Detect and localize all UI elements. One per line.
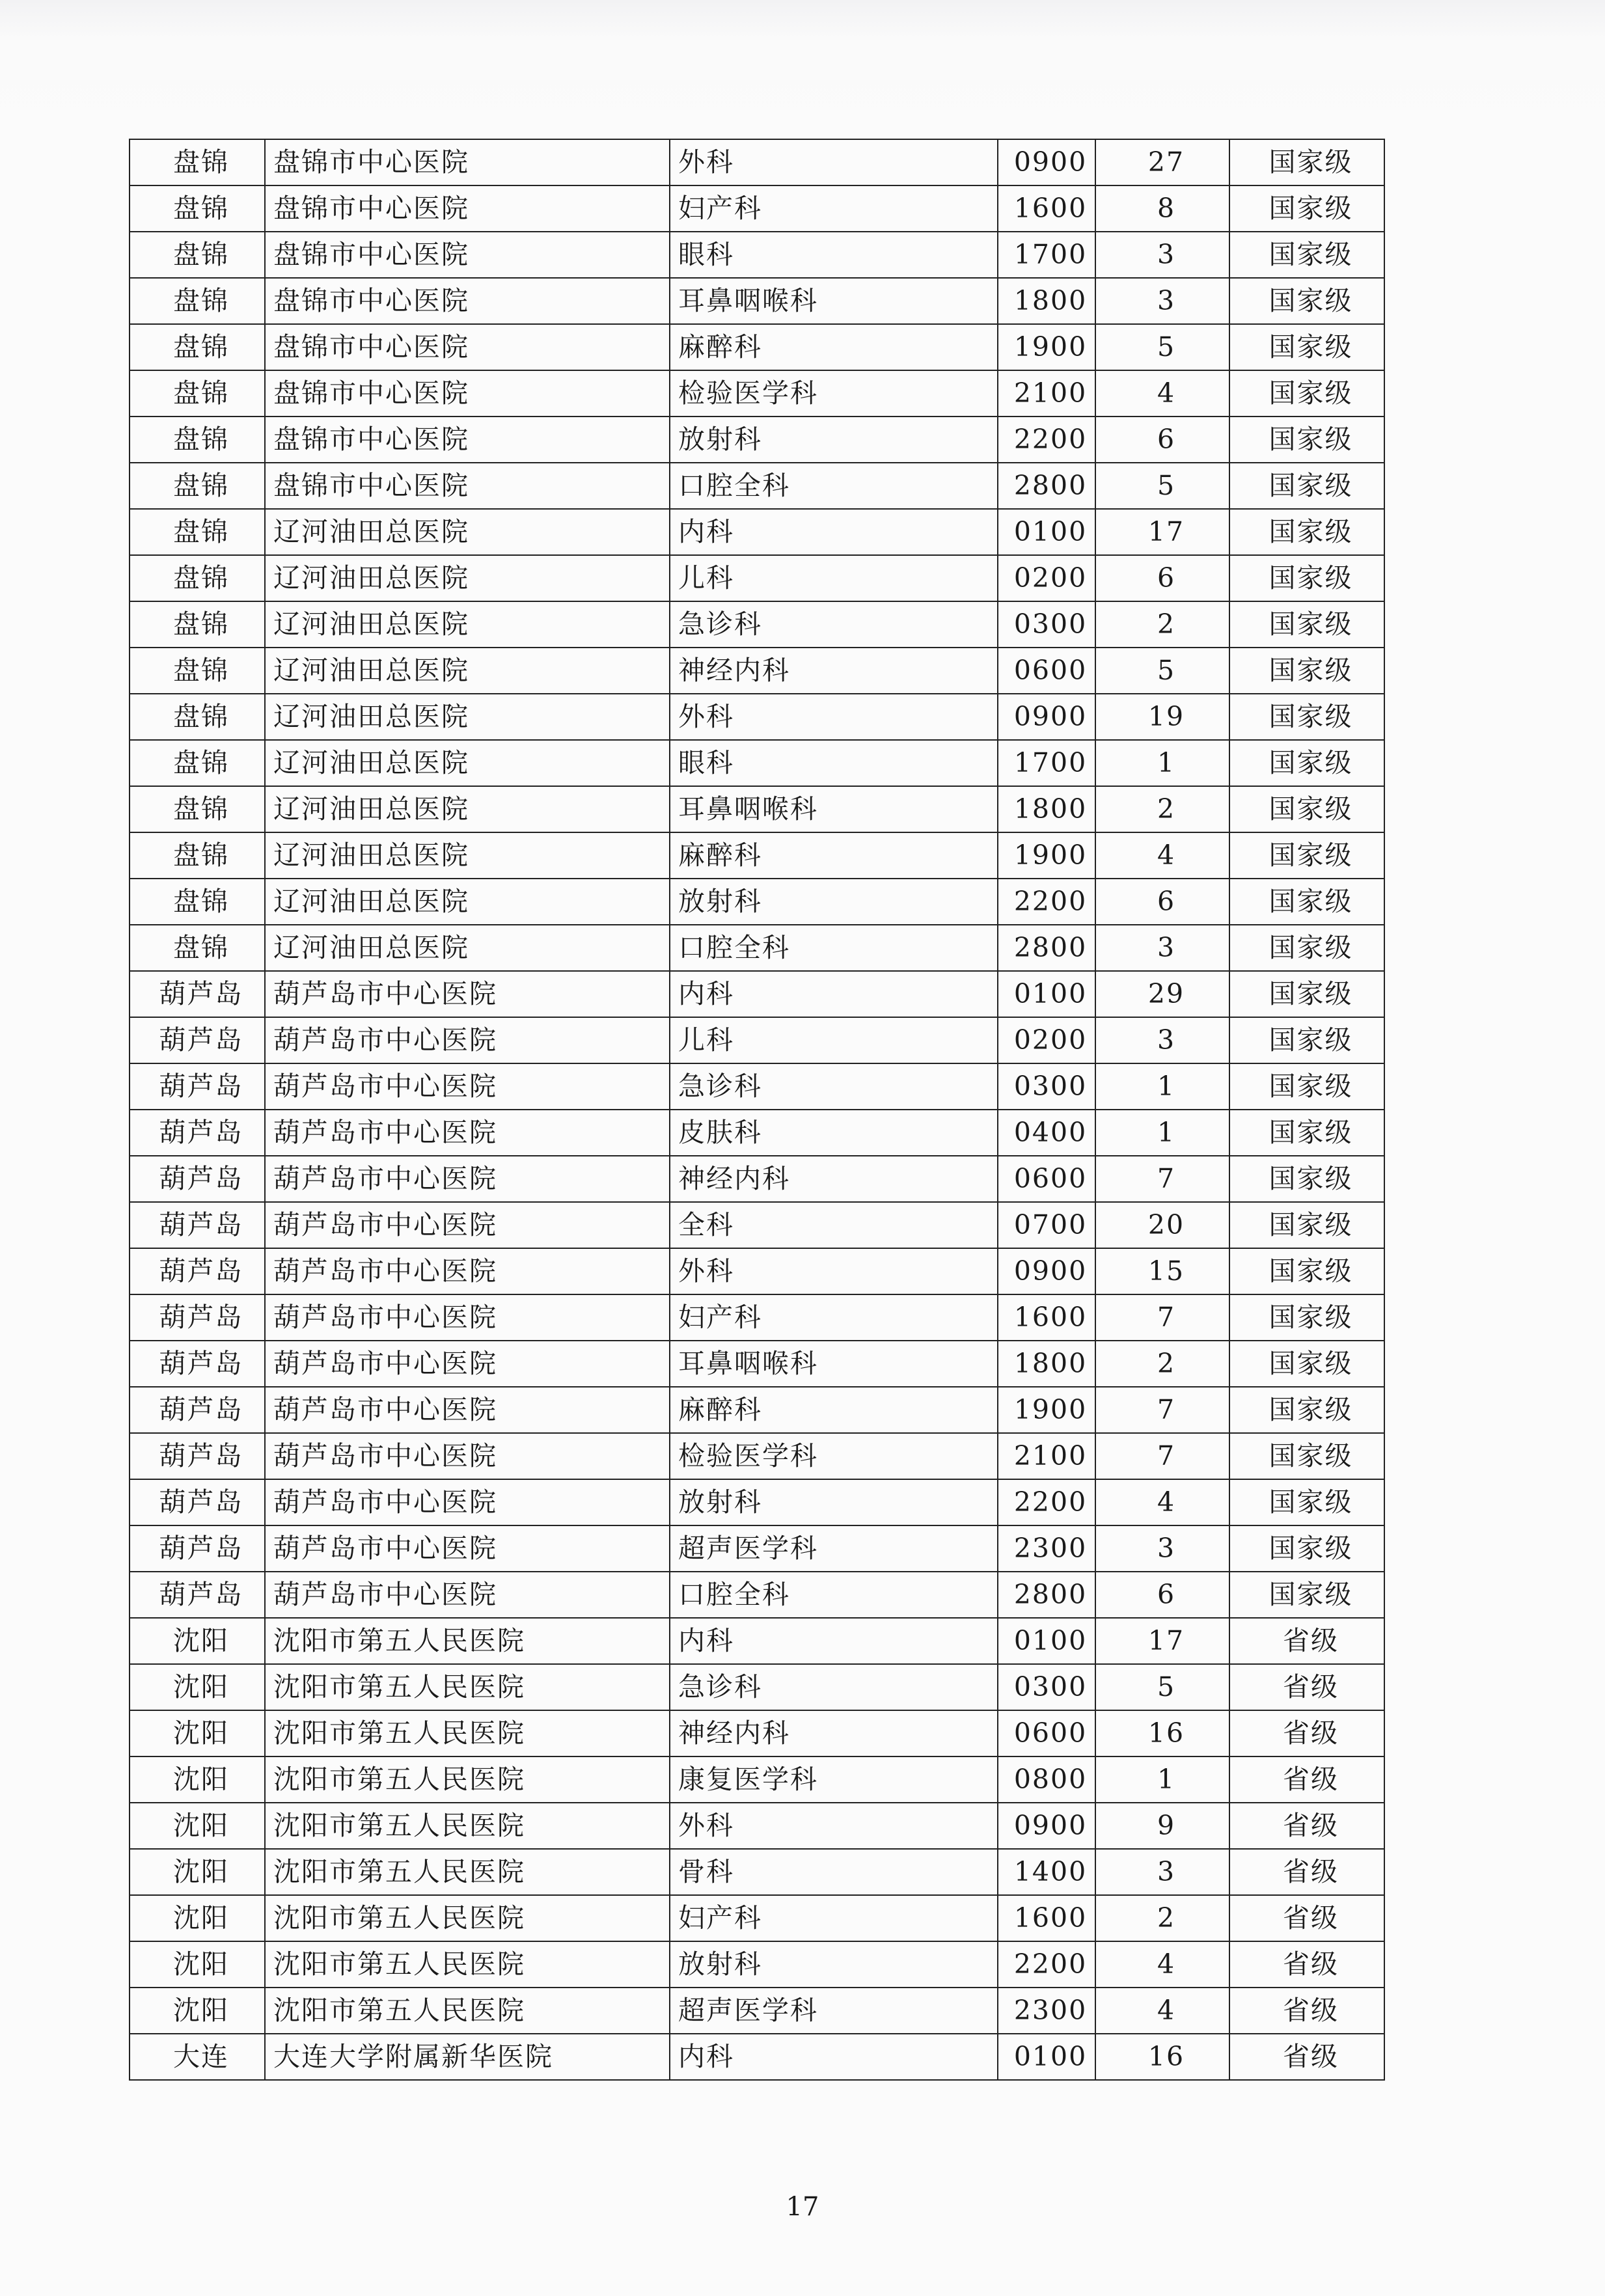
hospital-cell: 沈阳市第五人民医院 (265, 1803, 670, 1849)
department-cell: 妇产科 (670, 185, 998, 232)
department-code-cell: 0100 (998, 971, 1095, 1017)
table-row (130, 1895, 1384, 1941)
department-code-cell: 1900 (998, 1387, 1095, 1433)
department-code-cell: 1600 (998, 1895, 1095, 1941)
level-cell: 国家级 (1229, 278, 1384, 324)
hospital-cell: 沈阳市第五人民医院 (265, 1988, 670, 2034)
hospital-cell: 葫芦岛市中心医院 (265, 1387, 670, 1433)
department-code-cell: 0900 (998, 694, 1095, 740)
department-code-cell: 2200 (998, 879, 1095, 925)
city-cell: 葫芦岛 (130, 1479, 265, 1525)
table-row (130, 1387, 1384, 1433)
city-cell: 沈阳 (130, 1988, 265, 2034)
table-row (130, 1248, 1384, 1294)
level-cell: 国家级 (1229, 139, 1384, 185)
department-cell: 耳鼻咽喉科 (670, 786, 998, 832)
quota-cell: 5 (1095, 1664, 1229, 1710)
department-cell: 内科 (670, 2034, 998, 2080)
department-code-cell: 0900 (998, 1803, 1095, 1849)
quota-cell: 2 (1095, 1341, 1229, 1387)
table-row (130, 1618, 1384, 1664)
city-cell: 盘锦 (130, 185, 265, 232)
table-row (130, 1849, 1384, 1895)
hospital-cell: 葫芦岛市中心医院 (265, 971, 670, 1017)
city-cell: 盘锦 (130, 463, 265, 509)
department-cell: 神经内科 (670, 1710, 998, 1756)
level-cell: 国家级 (1229, 1248, 1384, 1294)
department-code-cell: 2200 (998, 1941, 1095, 1988)
quota-cell: 4 (1095, 832, 1229, 879)
department-cell: 内科 (670, 509, 998, 555)
department-cell: 放射科 (670, 417, 998, 463)
department-code-cell: 0100 (998, 1618, 1095, 1664)
department-cell: 口腔全科 (670, 925, 998, 971)
table-row (130, 694, 1384, 740)
department-code-cell: 2100 (998, 1433, 1095, 1479)
quota-cell: 3 (1095, 1017, 1229, 1063)
department-code-cell: 0100 (998, 2034, 1095, 2080)
page-number: 17 (786, 2192, 819, 2222)
quota-cell: 2 (1095, 786, 1229, 832)
department-code-cell: 0300 (998, 601, 1095, 648)
department-code-cell: 1900 (998, 324, 1095, 370)
quota-cell: 1 (1095, 1110, 1229, 1156)
quota-cell: 16 (1095, 2034, 1229, 2080)
quota-cell: 4 (1095, 1941, 1229, 1988)
table-row (130, 278, 1384, 324)
city-cell: 沈阳 (130, 1849, 265, 1895)
department-code-cell: 2800 (998, 463, 1095, 509)
table-row (130, 1941, 1384, 1988)
quota-cell: 5 (1095, 463, 1229, 509)
table-row (130, 417, 1384, 463)
department-code-cell: 2300 (998, 1988, 1095, 2034)
department-cell: 急诊科 (670, 1063, 998, 1110)
city-cell: 盘锦 (130, 278, 265, 324)
level-cell: 国家级 (1229, 648, 1384, 694)
department-code-cell: 2800 (998, 1572, 1095, 1618)
hospital-cell: 辽河油田总医院 (265, 601, 670, 648)
level-cell: 国家级 (1229, 370, 1384, 417)
table-row (130, 555, 1384, 601)
quota-cell: 27 (1095, 139, 1229, 185)
department-code-cell: 0900 (998, 139, 1095, 185)
city-cell: 盘锦 (130, 232, 265, 278)
table-row (130, 601, 1384, 648)
quota-cell: 1 (1095, 1063, 1229, 1110)
table-row (130, 1341, 1384, 1387)
hospital-cell: 盘锦市中心医院 (265, 324, 670, 370)
department-cell: 麻醉科 (670, 832, 998, 879)
level-cell: 国家级 (1229, 1294, 1384, 1341)
department-code-cell: 0600 (998, 1710, 1095, 1756)
department-cell: 眼科 (670, 232, 998, 278)
quota-cell: 3 (1095, 1525, 1229, 1572)
table-row (130, 232, 1384, 278)
table-row (130, 1525, 1384, 1572)
quota-cell: 6 (1095, 879, 1229, 925)
department-code-cell: 0300 (998, 1664, 1095, 1710)
table-row (130, 740, 1384, 786)
city-cell: 沈阳 (130, 1895, 265, 1941)
city-cell: 葫芦岛 (130, 1248, 265, 1294)
city-cell: 盘锦 (130, 648, 265, 694)
quota-cell: 5 (1095, 324, 1229, 370)
level-cell: 国家级 (1229, 1387, 1384, 1433)
quota-cell: 5 (1095, 648, 1229, 694)
city-cell: 葫芦岛 (130, 1294, 265, 1341)
city-cell: 葫芦岛 (130, 1202, 265, 1248)
department-cell: 耳鼻咽喉科 (670, 1341, 998, 1387)
hospital-cell: 沈阳市第五人民医院 (265, 1849, 670, 1895)
quota-cell: 15 (1095, 1248, 1229, 1294)
quota-cell: 9 (1095, 1803, 1229, 1849)
hospital-cell: 葫芦岛市中心医院 (265, 1063, 670, 1110)
city-cell: 盘锦 (130, 832, 265, 879)
table-row (130, 971, 1384, 1017)
level-cell: 国家级 (1229, 1156, 1384, 1202)
quota-cell: 7 (1095, 1294, 1229, 1341)
department-cell: 超声医学科 (670, 1988, 998, 2034)
quota-cell: 17 (1095, 509, 1229, 555)
quota-cell: 20 (1095, 1202, 1229, 1248)
department-code-cell: 1600 (998, 185, 1095, 232)
department-cell: 儿科 (670, 1017, 998, 1063)
table-row (130, 139, 1384, 185)
level-cell: 省级 (1229, 1618, 1384, 1664)
hospital-cell: 辽河油田总医院 (265, 555, 670, 601)
city-cell: 沈阳 (130, 1664, 265, 1710)
hospital-cell: 辽河油田总医院 (265, 786, 670, 832)
hospital-cell: 葫芦岛市中心医院 (265, 1017, 670, 1063)
level-cell: 国家级 (1229, 740, 1384, 786)
quota-cell: 16 (1095, 1710, 1229, 1756)
level-cell: 国家级 (1229, 694, 1384, 740)
department-code-cell: 1800 (998, 786, 1095, 832)
hospital-cell: 辽河油田总医院 (265, 694, 670, 740)
city-cell: 盘锦 (130, 786, 265, 832)
department-code-cell: 0200 (998, 555, 1095, 601)
level-cell: 国家级 (1229, 971, 1384, 1017)
department-code-cell: 1900 (998, 832, 1095, 879)
quota-cell: 8 (1095, 185, 1229, 232)
city-cell: 葫芦岛 (130, 1341, 265, 1387)
city-cell: 葫芦岛 (130, 1572, 265, 1618)
level-cell: 省级 (1229, 1756, 1384, 1803)
quota-cell: 6 (1095, 1572, 1229, 1618)
hospital-cell: 盘锦市中心医院 (265, 370, 670, 417)
quota-cell: 2 (1095, 1895, 1229, 1941)
hospital-cell: 葫芦岛市中心医院 (265, 1110, 670, 1156)
quota-cell: 4 (1095, 1988, 1229, 2034)
department-cell: 急诊科 (670, 1664, 998, 1710)
level-cell: 国家级 (1229, 925, 1384, 971)
table-row (130, 1156, 1384, 1202)
department-code-cell: 1600 (998, 1294, 1095, 1341)
quota-cell: 3 (1095, 232, 1229, 278)
city-cell: 葫芦岛 (130, 1110, 265, 1156)
hospital-cell: 葫芦岛市中心医院 (265, 1248, 670, 1294)
hospital-cell: 沈阳市第五人民医院 (265, 1756, 670, 1803)
quota-cell: 2 (1095, 601, 1229, 648)
hospital-cell: 盘锦市中心医院 (265, 463, 670, 509)
level-cell: 国家级 (1229, 1202, 1384, 1248)
base-roster-table (129, 139, 1385, 2081)
city-cell: 沈阳 (130, 1710, 265, 1756)
department-cell: 妇产科 (670, 1294, 998, 1341)
level-cell: 省级 (1229, 2034, 1384, 2080)
level-cell: 国家级 (1229, 1110, 1384, 1156)
department-cell: 外科 (670, 1248, 998, 1294)
hospital-cell: 沈阳市第五人民医院 (265, 1618, 670, 1664)
table-row (130, 324, 1384, 370)
department-code-cell: 0900 (998, 1248, 1095, 1294)
quota-cell: 3 (1095, 925, 1229, 971)
level-cell: 省级 (1229, 1849, 1384, 1895)
department-cell: 儿科 (670, 555, 998, 601)
city-cell: 盘锦 (130, 370, 265, 417)
level-cell: 国家级 (1229, 1341, 1384, 1387)
city-cell: 葫芦岛 (130, 1156, 265, 1202)
hospital-cell: 辽河油田总医院 (265, 740, 670, 786)
city-cell: 盘锦 (130, 925, 265, 971)
department-code-cell: 2200 (998, 417, 1095, 463)
department-code-cell: 1800 (998, 1341, 1095, 1387)
department-cell: 内科 (670, 971, 998, 1017)
quota-cell: 19 (1095, 694, 1229, 740)
table-row (130, 1479, 1384, 1525)
level-cell: 国家级 (1229, 832, 1384, 879)
table-row (130, 185, 1384, 232)
department-code-cell: 2800 (998, 925, 1095, 971)
city-cell: 葫芦岛 (130, 1525, 265, 1572)
level-cell: 国家级 (1229, 879, 1384, 925)
level-cell: 国家级 (1229, 1017, 1384, 1063)
table-row (130, 1017, 1384, 1063)
level-cell: 国家级 (1229, 601, 1384, 648)
table-row (130, 879, 1384, 925)
hospital-cell: 盘锦市中心医院 (265, 139, 670, 185)
city-cell: 沈阳 (130, 1756, 265, 1803)
department-code-cell: 1700 (998, 232, 1095, 278)
department-cell: 口腔全科 (670, 463, 998, 509)
city-cell: 盘锦 (130, 879, 265, 925)
department-cell: 放射科 (670, 879, 998, 925)
city-cell: 沈阳 (130, 1618, 265, 1664)
table-row (130, 2034, 1384, 2080)
department-cell: 外科 (670, 1803, 998, 1849)
department-code-cell: 2300 (998, 1525, 1095, 1572)
hospital-cell: 葫芦岛市中心医院 (265, 1202, 670, 1248)
hospital-cell: 大连大学附属新华医院 (265, 2034, 670, 2080)
department-cell: 超声医学科 (670, 1525, 998, 1572)
hospital-cell: 辽河油田总医院 (265, 879, 670, 925)
hospital-cell: 葫芦岛市中心医院 (265, 1341, 670, 1387)
hospital-cell: 沈阳市第五人民医院 (265, 1710, 670, 1756)
city-cell: 葫芦岛 (130, 1387, 265, 1433)
hospital-cell: 辽河油田总医院 (265, 925, 670, 971)
department-cell: 耳鼻咽喉科 (670, 278, 998, 324)
department-cell: 外科 (670, 694, 998, 740)
table-row (130, 1433, 1384, 1479)
hospital-cell: 盘锦市中心医院 (265, 232, 670, 278)
level-cell: 国家级 (1229, 1063, 1384, 1110)
level-cell: 省级 (1229, 1895, 1384, 1941)
level-cell: 国家级 (1229, 509, 1384, 555)
hospital-cell: 葫芦岛市中心医院 (265, 1433, 670, 1479)
quota-cell: 7 (1095, 1156, 1229, 1202)
department-cell: 内科 (670, 1618, 998, 1664)
level-cell: 省级 (1229, 1941, 1384, 1988)
table-row (130, 509, 1384, 555)
department-code-cell: 1800 (998, 278, 1095, 324)
hospital-cell: 葫芦岛市中心医院 (265, 1156, 670, 1202)
quota-cell: 7 (1095, 1387, 1229, 1433)
department-cell: 骨科 (670, 1849, 998, 1895)
quota-cell: 7 (1095, 1433, 1229, 1479)
level-cell: 国家级 (1229, 417, 1384, 463)
quota-cell: 3 (1095, 1849, 1229, 1895)
level-cell: 省级 (1229, 1710, 1384, 1756)
quota-cell: 4 (1095, 1479, 1229, 1525)
table-row (130, 463, 1384, 509)
table-row (130, 1664, 1384, 1710)
hospital-cell: 沈阳市第五人民医院 (265, 1895, 670, 1941)
department-code-cell: 0100 (998, 509, 1095, 555)
city-cell: 盘锦 (130, 324, 265, 370)
level-cell: 国家级 (1229, 786, 1384, 832)
department-cell: 妇产科 (670, 1895, 998, 1941)
level-cell: 国家级 (1229, 324, 1384, 370)
city-cell: 葫芦岛 (130, 971, 265, 1017)
quota-cell: 6 (1095, 555, 1229, 601)
department-code-cell: 0200 (998, 1017, 1095, 1063)
quota-cell: 29 (1095, 971, 1229, 1017)
table-row (130, 1110, 1384, 1156)
hospital-cell: 辽河油田总医院 (265, 509, 670, 555)
table-row (130, 1294, 1384, 1341)
table-row (130, 786, 1384, 832)
department-code-cell: 0400 (998, 1110, 1095, 1156)
level-cell: 国家级 (1229, 185, 1384, 232)
department-cell: 检验医学科 (670, 1433, 998, 1479)
table-row (130, 1572, 1384, 1618)
table-row (130, 925, 1384, 971)
department-cell: 麻醉科 (670, 324, 998, 370)
city-cell: 盘锦 (130, 417, 265, 463)
quota-cell: 3 (1095, 278, 1229, 324)
department-cell: 眼科 (670, 740, 998, 786)
hospital-cell: 盘锦市中心医院 (265, 185, 670, 232)
hospital-cell: 沈阳市第五人民医院 (265, 1664, 670, 1710)
department-cell: 放射科 (670, 1941, 998, 1988)
city-cell: 盘锦 (130, 555, 265, 601)
quota-cell: 4 (1095, 370, 1229, 417)
table-row (130, 1202, 1384, 1248)
level-cell: 省级 (1229, 1803, 1384, 1849)
department-code-cell: 0300 (998, 1063, 1095, 1110)
department-code-cell: 1700 (998, 740, 1095, 786)
hospital-cell: 沈阳市第五人民医院 (265, 1941, 670, 1988)
hospital-cell: 葫芦岛市中心医院 (265, 1479, 670, 1525)
level-cell: 国家级 (1229, 555, 1384, 601)
table-row (130, 1710, 1384, 1756)
department-cell: 神经内科 (670, 1156, 998, 1202)
city-cell: 葫芦岛 (130, 1017, 265, 1063)
department-cell: 放射科 (670, 1479, 998, 1525)
department-code-cell: 0800 (998, 1756, 1095, 1803)
department-code-cell: 0600 (998, 1156, 1095, 1202)
city-cell: 葫芦岛 (130, 1063, 265, 1110)
city-cell: 葫芦岛 (130, 1433, 265, 1479)
table-row (130, 1063, 1384, 1110)
city-cell: 盘锦 (130, 139, 265, 185)
department-cell: 急诊科 (670, 601, 998, 648)
department-cell: 皮肤科 (670, 1110, 998, 1156)
city-cell: 大连 (130, 2034, 265, 2080)
department-code-cell: 0600 (998, 648, 1095, 694)
department-cell: 神经内科 (670, 648, 998, 694)
level-cell: 省级 (1229, 1664, 1384, 1710)
hospital-cell: 盘锦市中心医院 (265, 417, 670, 463)
department-code-cell: 0700 (998, 1202, 1095, 1248)
city-cell: 盘锦 (130, 694, 265, 740)
hospital-cell: 葫芦岛市中心医院 (265, 1572, 670, 1618)
level-cell: 国家级 (1229, 1433, 1384, 1479)
quota-cell: 17 (1095, 1618, 1229, 1664)
city-cell: 盘锦 (130, 509, 265, 555)
level-cell: 国家级 (1229, 1479, 1384, 1525)
department-code-cell: 2100 (998, 370, 1095, 417)
city-cell: 沈阳 (130, 1803, 265, 1849)
department-cell: 麻醉科 (670, 1387, 998, 1433)
department-cell: 检验医学科 (670, 370, 998, 417)
quota-cell: 6 (1095, 417, 1229, 463)
hospital-cell: 盘锦市中心医院 (265, 278, 670, 324)
level-cell: 国家级 (1229, 1572, 1384, 1618)
quota-cell: 1 (1095, 1756, 1229, 1803)
hospital-cell: 辽河油田总医院 (265, 832, 670, 879)
table-row (130, 1803, 1384, 1849)
level-cell: 国家级 (1229, 232, 1384, 278)
table-body (130, 139, 1384, 2080)
city-cell: 沈阳 (130, 1941, 265, 1988)
level-cell: 国家级 (1229, 1525, 1384, 1572)
table-row (130, 648, 1384, 694)
level-cell: 省级 (1229, 1988, 1384, 2034)
city-cell: 盘锦 (130, 740, 265, 786)
table-row (130, 1988, 1384, 2034)
department-cell: 口腔全科 (670, 1572, 998, 1618)
department-code-cell: 2200 (998, 1479, 1095, 1525)
department-code-cell: 1400 (998, 1849, 1095, 1895)
department-cell: 康复医学科 (670, 1756, 998, 1803)
city-cell: 盘锦 (130, 601, 265, 648)
hospital-cell: 辽河油田总医院 (265, 648, 670, 694)
department-cell: 全科 (670, 1202, 998, 1248)
table-row (130, 370, 1384, 417)
table-row (130, 1756, 1384, 1803)
table-row (130, 832, 1384, 879)
hospital-cell: 葫芦岛市中心医院 (265, 1294, 670, 1341)
quota-cell: 1 (1095, 740, 1229, 786)
department-cell: 外科 (670, 139, 998, 185)
hospital-cell: 葫芦岛市中心医院 (265, 1525, 670, 1572)
level-cell: 国家级 (1229, 463, 1384, 509)
